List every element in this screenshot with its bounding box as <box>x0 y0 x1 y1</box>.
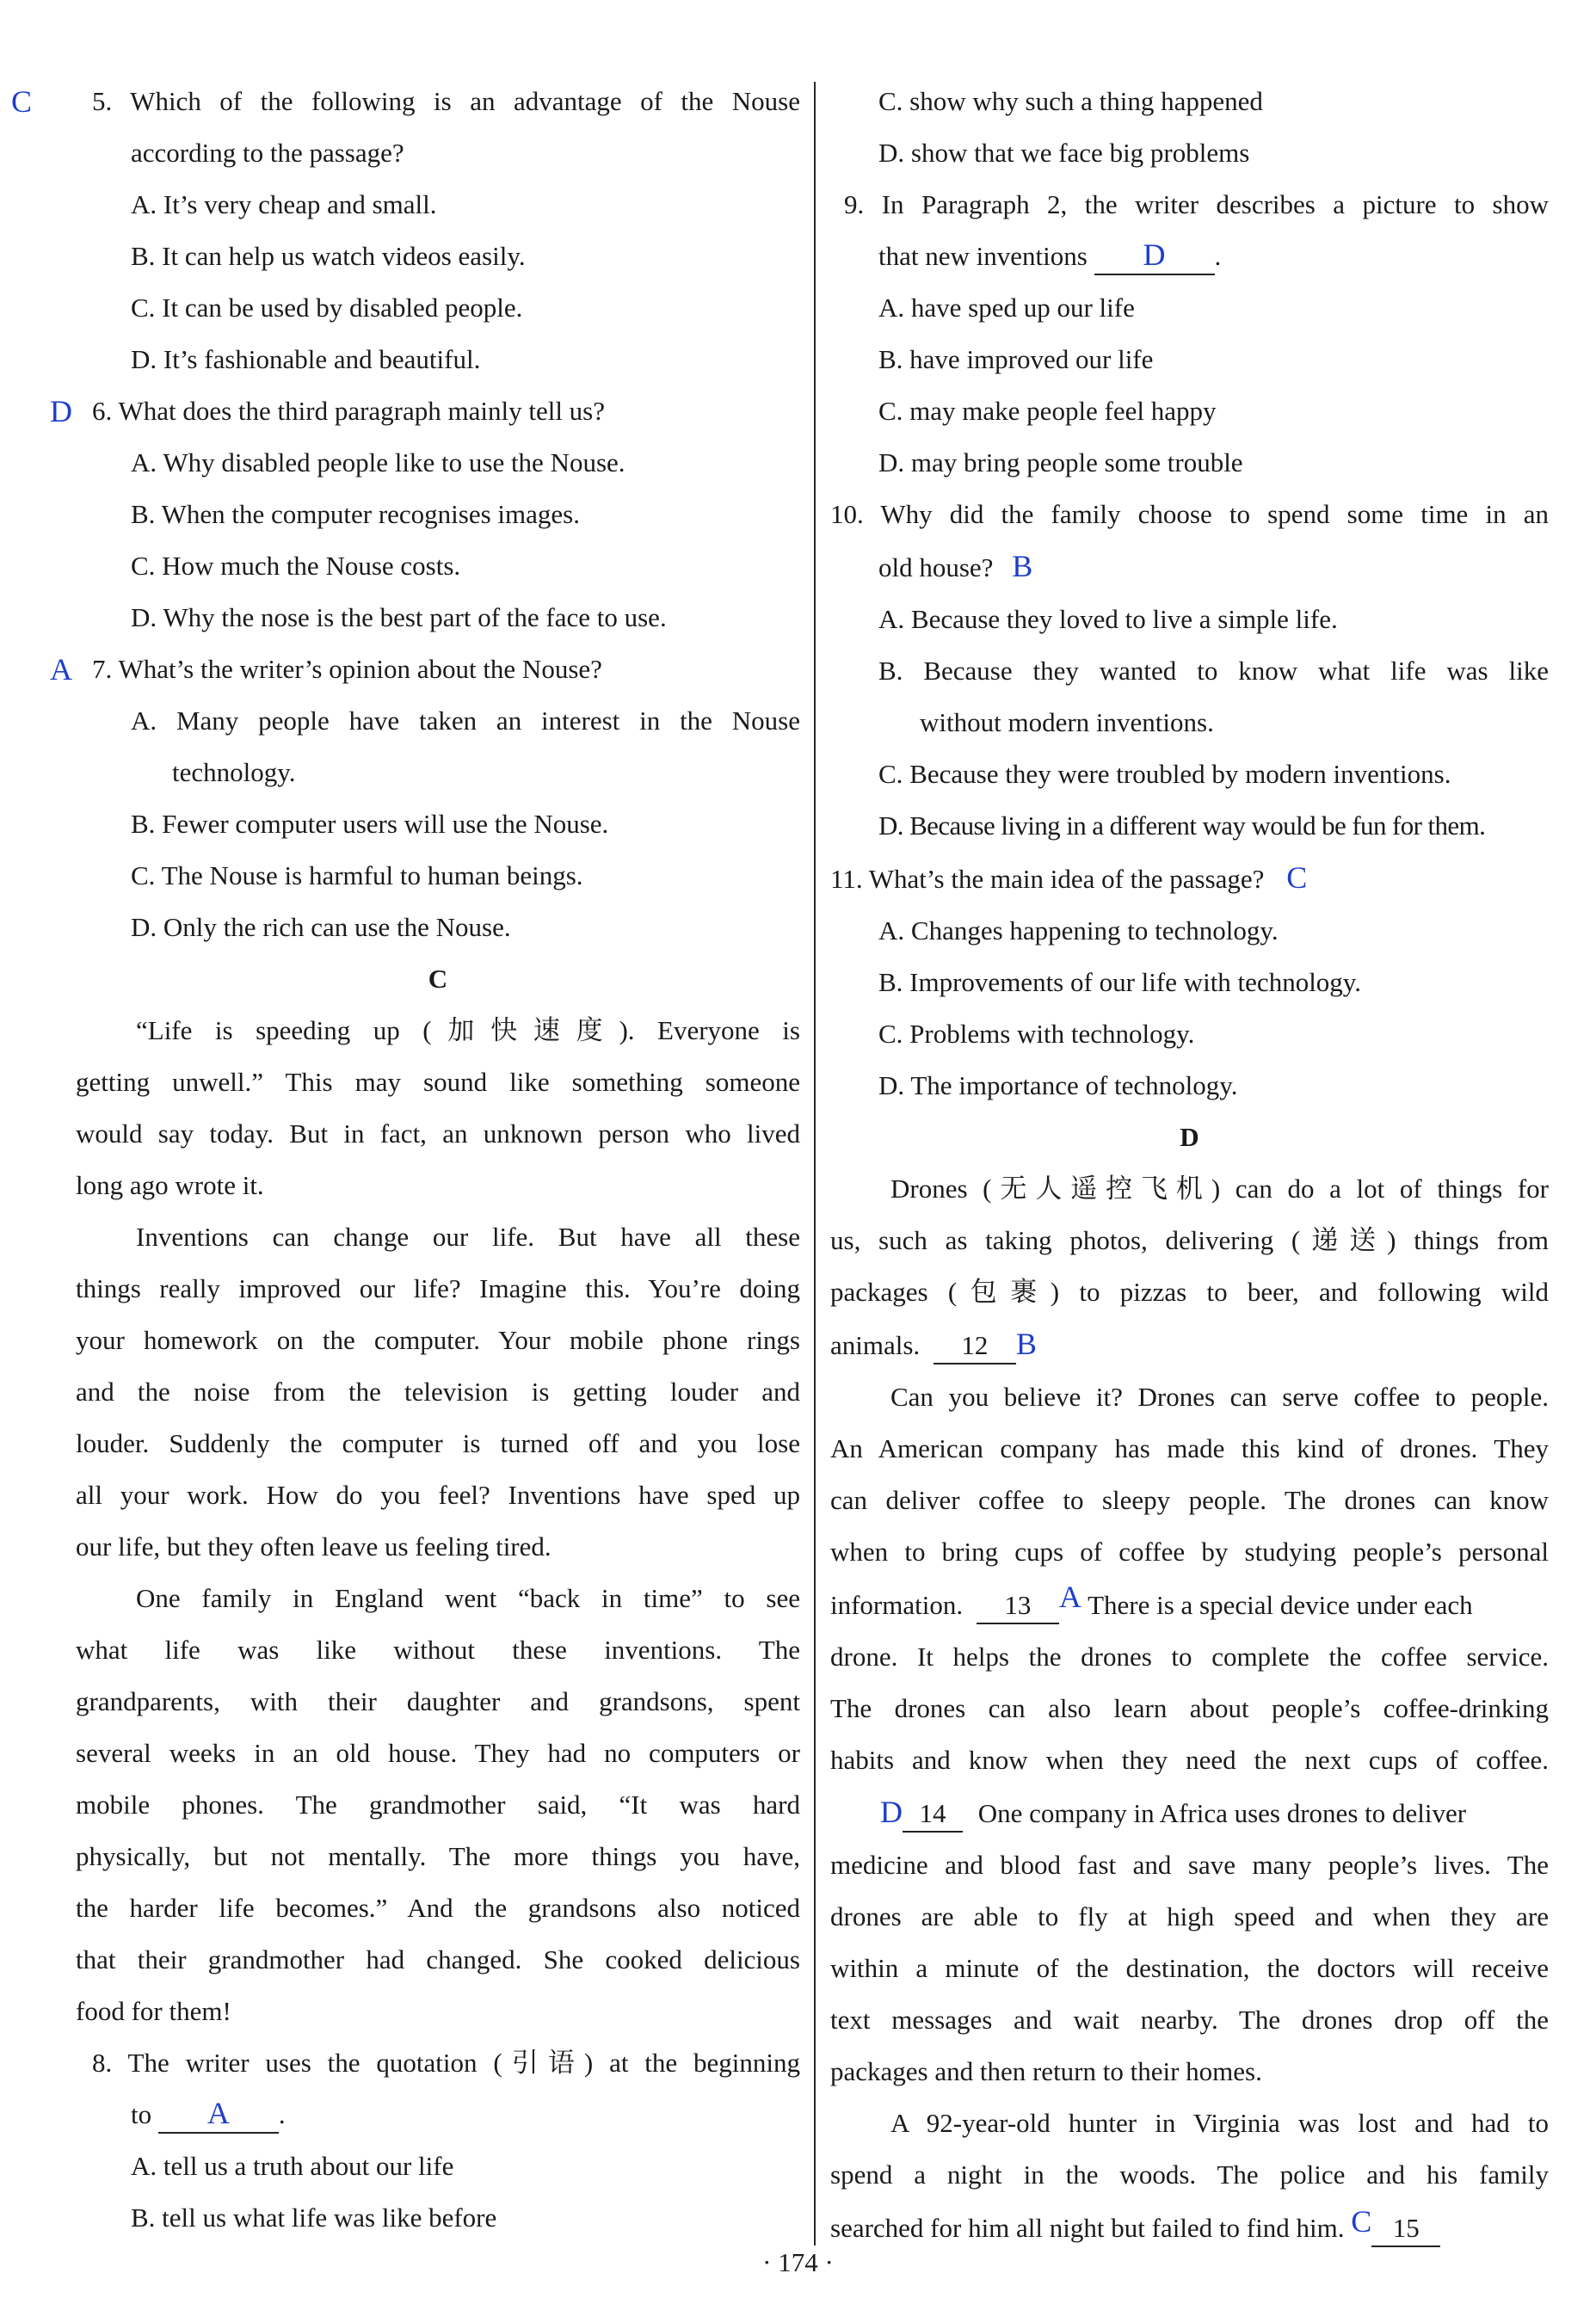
passage-d-line-blank13 <box>830 1578 1549 1631</box>
question-5-option-b: B. It can help us watch videos easily. <box>131 241 526 271</box>
passage-d-line: habits and know when they need the next cups of coffee. <box>830 1745 1549 1775</box>
passage-d-line: spend a night in the woods. The police and his family <box>830 2159 1549 2190</box>
question-10-option-d: D. Because living in a different way would be fun for them. <box>878 810 1486 841</box>
question-9-option-d: D. may bring people some trouble <box>878 447 1243 477</box>
question-11-answer: C <box>1286 860 1308 895</box>
question-7-option-d: D. Only the rich can use the Nouse. <box>131 912 511 942</box>
passage-d-line: A 92-year-old hunter in Virginia was lost and had to <box>890 2108 1549 2138</box>
question-9-answer-blank <box>1094 237 1215 275</box>
question-10-answer: B <box>1012 549 1033 583</box>
passage-c-line: louder. Suddenly the computer is turned off and you lose <box>76 1428 800 1458</box>
question-6-stem <box>50 385 800 437</box>
question-9-stem-line2 <box>830 231 1549 282</box>
passage-c-line: food for them! <box>76 1996 231 2026</box>
question-10-option-c: C. Because they were troubled by modern inventions. <box>878 759 1451 789</box>
passage-d-text: searched for him all night but failed to find him. <box>830 2213 1345 2243</box>
section-c-heading: C <box>428 964 448 994</box>
passage-c-line: long ago wrote it. <box>76 1170 264 1200</box>
question-9-option-b: B. have improved our life <box>878 344 1154 374</box>
question-5-option-c: C. It can be used by disabled people. <box>131 293 523 323</box>
question-8-stem-line2 <box>76 2089 800 2141</box>
passage-c-line: mobile phones. The grandmother said, “It was hard <box>76 1790 800 1820</box>
question-11-stem <box>830 852 1549 905</box>
question-11-option-c: C. Problems with technology. <box>878 1019 1195 1049</box>
passage-d-line-blank14 <box>830 1786 1549 1839</box>
question-5-option-d: D. It’s fashionable and beautiful. <box>131 344 481 374</box>
passage-c-line: and the noise from the television is getting louder and <box>76 1377 800 1407</box>
passage-c-line: our life, but they often leave us feeling tired. <box>76 1531 552 1562</box>
question-7-option-b: B. Fewer computer users will use the Nouse. <box>131 809 609 839</box>
question-7-option-a-line1: A. Many people have taken an interest in the Nouse <box>131 705 800 736</box>
question-8-stem-line1: 8. The writer uses the quotation (引语) at the beginning <box>92 2048 800 2078</box>
question-5-option-a: A. It’s very cheap and small. <box>131 189 437 219</box>
passage-d-line: The drones can also learn about people’s coffee-drinking <box>830 1693 1549 1723</box>
passage-d-line: can deliver coffee to sleepy people. The drones can know <box>830 1485 1549 1515</box>
blank-14-number: 14 <box>919 1798 946 1828</box>
question-8-prefix: to <box>131 2099 152 2129</box>
question-9-stem-line1: 9. In Paragraph 2, the writer describes a picture to show <box>844 189 1549 219</box>
passage-c-line: One family in England went “back in time” to see <box>136 1583 800 1613</box>
passage-c-line: “Life is speeding up (加快速度). Everyone is <box>136 1015 800 1045</box>
blank-12 <box>934 1328 1016 1365</box>
passage-c-line: physically, but not mentally. The more things you have, <box>76 1841 800 1871</box>
question-9-answer: D <box>1143 237 1166 272</box>
passage-d-line: within a minute of the destination, the doctors will receive <box>830 1953 1549 1983</box>
column-divider <box>814 82 816 2245</box>
question-8-answer: A <box>206 2096 230 2130</box>
passage-d-line: medicine and blood fast and save many people’s lives. The <box>830 1850 1549 1880</box>
question-6-option-d: D. Why the nose is the best part of the face to use. <box>131 602 667 632</box>
question-7-option-a-line2: technology. <box>172 757 296 787</box>
question-7-option-c: C. The Nouse is harmful to human beings. <box>131 860 583 890</box>
question-5-stem-line1: 5. Which of the following is an advantage of the Nouse <box>92 86 800 116</box>
blank-12-number: 12 <box>961 1330 989 1360</box>
blank-13-number: 13 <box>1004 1590 1032 1620</box>
passage-c-line: things really improved our life? Imagine this. You’re doing <box>76 1273 800 1303</box>
passage-d-line: when to bring cups of coffee by studying people’s personal <box>830 1537 1549 1567</box>
passage-d-line: packages (包裹) to pizzas to beer, and following wild <box>830 1277 1549 1307</box>
question-8-option-c: C. show why such a thing happened <box>878 86 1263 116</box>
question-5-stem-line2: according to the passage? <box>131 138 404 168</box>
question-7-answer: A <box>50 652 72 687</box>
question-7-stem-text: 7. What’s the writer’s opinion about the Nouse? <box>92 654 602 684</box>
question-10-option-a: A. Because they loved to live a simple life. <box>878 604 1338 634</box>
blank-12-answer: B <box>1015 1327 1037 1361</box>
question-6-option-a: A. Why disabled people like to use the Nouse. <box>131 447 625 477</box>
passage-c-line: all your work. How do you feel? Inventions have sped up <box>76 1480 800 1510</box>
question-10-stem-text: old house? <box>878 552 994 582</box>
question-6-stem-text: 6. What does the third paragraph mainly tell us? <box>92 396 606 426</box>
passage-d-line: Drones (无人遥控飞机) can do a lot of things for <box>890 1174 1549 1204</box>
question-9-prefix: that new inventions <box>878 241 1088 271</box>
passage-c-line: several weeks in an old house. They had no computers or <box>76 1738 800 1768</box>
blank-15-number: 15 <box>1392 2213 1420 2243</box>
question-11-option-d: D. The importance of technology. <box>878 1070 1238 1100</box>
passage-d-line: us, such as taking photos, delivering (递送) things from <box>830 1225 1549 1255</box>
passage-d-text: information. <box>830 1590 964 1620</box>
passage-d-line: text messages and wait nearby. The drones drop off the <box>830 2005 1549 2035</box>
question-6-option-c: C. How much the Nouse costs. <box>131 551 461 581</box>
passage-d-line: drones are able to fly at high speed and when they are <box>830 1901 1549 1931</box>
blank-15-answer: C <box>1351 2204 1372 2239</box>
question-10-stem-line2 <box>830 540 1549 594</box>
question-10-option-b-line1: B. Because they wanted to know what life was like <box>878 656 1549 686</box>
question-9-option-c: C. may make people feel happy <box>878 396 1217 426</box>
question-10-option-b-line2: without modern inventions. <box>920 707 1214 737</box>
passage-d-line: An American company has made this kind of drones. They <box>830 1433 1549 1463</box>
section-d-heading: D <box>1180 1122 1199 1152</box>
question-11-option-b: B. Improvements of our life with technology. <box>878 967 1362 997</box>
question-11-option-a: A. Changes happening to technology. <box>878 915 1279 946</box>
question-8-answer-blank <box>158 2096 279 2134</box>
left-column <box>11 76 800 2244</box>
right-column <box>830 76 1549 2254</box>
passage-c-line: grandparents, with their daughter and grandsons, spent <box>76 1686 800 1716</box>
question-11-stem-text: 11. What’s the main idea of the passage? <box>830 864 1265 894</box>
blank-14 <box>903 1796 963 1833</box>
question-8-option-a: A. tell us a truth about our life <box>131 2151 454 2181</box>
question-6-option-b: B. When the computer recognises images. <box>131 499 580 529</box>
passage-c-line: Inventions can change our life. But have all these <box>136 1222 800 1252</box>
blank-14-answer: D <box>880 1795 903 1829</box>
question-9-suffix: . <box>1214 241 1222 271</box>
passage-d-text: animals. <box>830 1330 921 1360</box>
blank-13-answer: A <box>1058 1580 1081 1614</box>
question-8-option-b: B. tell us what life was like before <box>131 2202 497 2233</box>
question-7-stem <box>50 644 800 695</box>
passage-d-line-blank12 <box>830 1318 1549 1371</box>
question-10-stem-line1: 10. Why did the family choose to spend some time in an <box>830 499 1549 529</box>
passage-c-line: getting unwell.” This may sound like something someone <box>76 1067 800 1097</box>
question-6-answer: D <box>50 394 72 428</box>
page-number: · 174 · <box>762 2247 834 2277</box>
passage-c-line: would say today. But in fact, an unknown person who lived <box>76 1118 800 1149</box>
passage-d-text: One company in Africa uses drones to deliver <box>977 1798 1467 1828</box>
question-8-option-d: D. show that we face big problems <box>878 138 1250 168</box>
passage-c-line: your homework on the computer. Your mobile phone rings <box>76 1325 800 1355</box>
passage-d-line: Can you believe it? Drones can serve coffee to people. <box>890 1382 1549 1412</box>
question-5-stem: C 5. Which of the following is an advantage of the Nouse <box>11 84 800 119</box>
passage-d-line: drone. It helps the drones to complete the coffee service. <box>830 1642 1549 1672</box>
passage-d-line: packages and then return to their homes. <box>830 2056 1262 2086</box>
blank-13 <box>977 1588 1059 1624</box>
passage-c-line: what life was like without these inventions. The <box>76 1635 800 1665</box>
passage-d-text: There is a special device under each <box>1088 1590 1473 1620</box>
question-8-suffix: . <box>278 2099 286 2129</box>
question-9-option-a: A. have sped up our life <box>878 293 1135 323</box>
passage-c-line: that their grandmother had changed. She cooked delicious <box>76 1944 800 1974</box>
passage-c-line: the harder life becomes.” And the grandsons also noticed <box>76 1893 800 1923</box>
